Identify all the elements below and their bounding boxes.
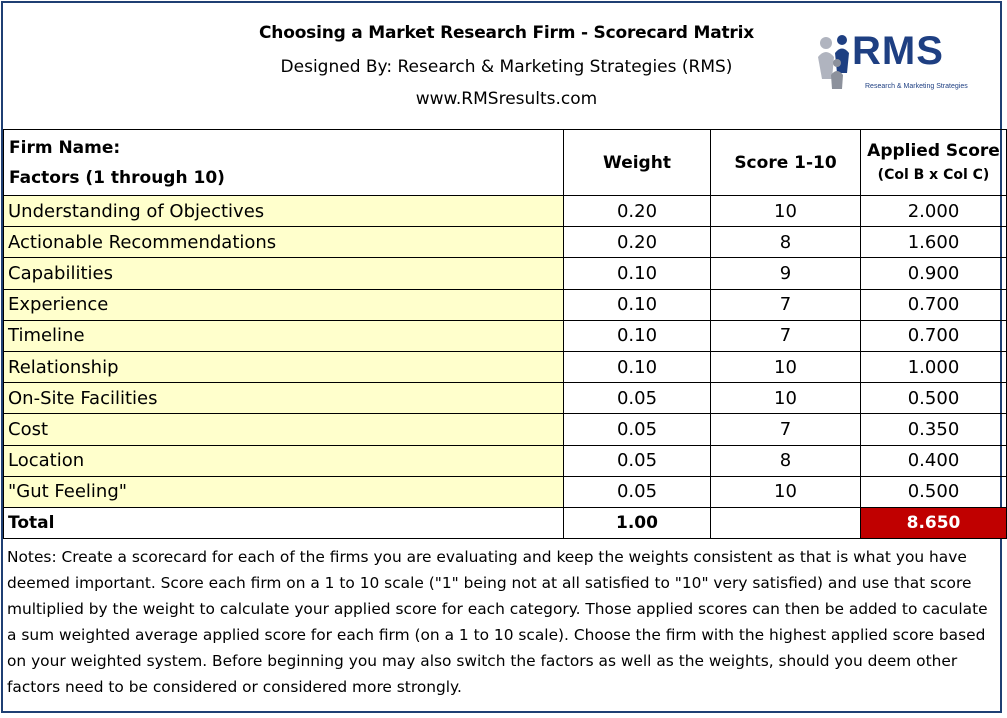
factor-cell: Cost <box>4 414 564 445</box>
weight-cell: 0.10 <box>564 258 711 289</box>
people-icon <box>815 33 857 91</box>
weight-cell: 0.20 <box>564 227 711 258</box>
scorecard-table <box>3 129 1007 539</box>
applied-score-cell: 0.500 <box>861 383 1007 414</box>
table-row <box>4 227 1007 258</box>
weight-cell: 0.05 <box>564 383 711 414</box>
score-cell: 10 <box>711 383 861 414</box>
firm-name-label: Firm Name: <box>9 137 121 158</box>
table-row <box>4 196 1007 227</box>
total-row <box>4 507 1007 538</box>
weight-cell: 0.05 <box>564 414 711 445</box>
weight-cell: 0.20 <box>564 196 711 227</box>
page-title: Choosing a Market Research Firm - Scorecard Matrix <box>259 23 754 43</box>
table-row <box>4 258 1007 289</box>
notes-text: Notes: Create a scorecard for each of the firms you are evaluating and keep the weights consistent as that is what you have deemed important. Score each firm on a 1 to 10 scale ("1" being not at all satisfied to "10" very satisfied) and use that score multiplied by the weight to calculate your applied score for each category. Those applied scores can then be added to caculate a sum weighted average applied score for each firm (on a 1 to 10 scale). Choose the firm with the highest applied score based on your weighted system. Before beginning you may also switch the factors as well as the weights, should you deem other factors need to be considered or considered more strongly. <box>7 548 988 696</box>
factors-label: Factors (1 through 10) <box>9 167 225 188</box>
table-row <box>4 476 1007 507</box>
table-row <box>4 289 1007 320</box>
logo-text: RMS <box>852 29 944 73</box>
score-cell: 9 <box>711 258 861 289</box>
weight-column-header: Weight <box>564 130 711 196</box>
table-row <box>4 383 1007 414</box>
applied-score-cell: 0.500 <box>861 476 1007 507</box>
total-score-cell <box>711 507 861 538</box>
total-label: Total <box>4 507 564 538</box>
applied-score-cell: 0.700 <box>861 289 1007 320</box>
score-cell: 8 <box>711 445 861 476</box>
table-row <box>4 351 1007 382</box>
applied-score-column-header <box>861 130 1007 196</box>
factor-cell: Location <box>4 445 564 476</box>
score-cell: 8 <box>711 227 861 258</box>
weight-cell: 0.05 <box>564 476 711 507</box>
factor-cell: Relationship <box>4 351 564 382</box>
table-header-row <box>4 130 1007 196</box>
website-text: www.RMSresults.com <box>415 89 598 109</box>
total-applied-score: 8.650 <box>861 507 1007 538</box>
score-cell: 7 <box>711 289 861 320</box>
factor-cell: Actionable Recommendations <box>4 227 564 258</box>
score-cell: 10 <box>711 196 861 227</box>
logo-tagline: Research & Marketing Strategies <box>865 83 968 90</box>
weight-cell: 0.10 <box>564 351 711 382</box>
rms-logo <box>815 29 985 101</box>
factor-cell: "Gut Feeling" <box>4 476 564 507</box>
weight-cell: 0.10 <box>564 289 711 320</box>
applied-score-label: Applied Score <box>867 140 1000 161</box>
weight-cell: 0.10 <box>564 320 711 351</box>
factor-cell: Experience <box>4 289 564 320</box>
applied-score-cell: 1.000 <box>861 351 1007 382</box>
weight-cell: 0.05 <box>564 445 711 476</box>
page-subtitle: Designed By: Research & Marketing Strategies (RMS) <box>280 57 733 77</box>
table-row <box>4 320 1007 351</box>
applied-score-cell: 0.350 <box>861 414 1007 445</box>
factor-cell: Understanding of Objectives <box>4 196 564 227</box>
header <box>3 3 1000 129</box>
scorecard-sheet <box>1 1 1002 713</box>
score-cell: 10 <box>711 476 861 507</box>
applied-score-formula: (Col B x Col C) <box>877 166 990 183</box>
factor-column-header <box>4 130 564 196</box>
score-column-header: Score 1-10 <box>711 130 861 196</box>
applied-score-cell: 0.900 <box>861 258 1007 289</box>
applied-score-cell: 0.400 <box>861 445 1007 476</box>
score-cell: 7 <box>711 320 861 351</box>
total-weight: 1.00 <box>564 507 711 538</box>
table-row <box>4 414 1007 445</box>
factor-cell: Timeline <box>4 320 564 351</box>
factor-cell: Capabilities <box>4 258 564 289</box>
applied-score-cell: 1.600 <box>861 227 1007 258</box>
score-cell: 7 <box>711 414 861 445</box>
score-cell: 10 <box>711 351 861 382</box>
applied-score-cell: 0.700 <box>861 320 1007 351</box>
applied-score-cell: 2.000 <box>861 196 1007 227</box>
factor-cell: On-Site Facilities <box>4 383 564 414</box>
table-row <box>4 445 1007 476</box>
